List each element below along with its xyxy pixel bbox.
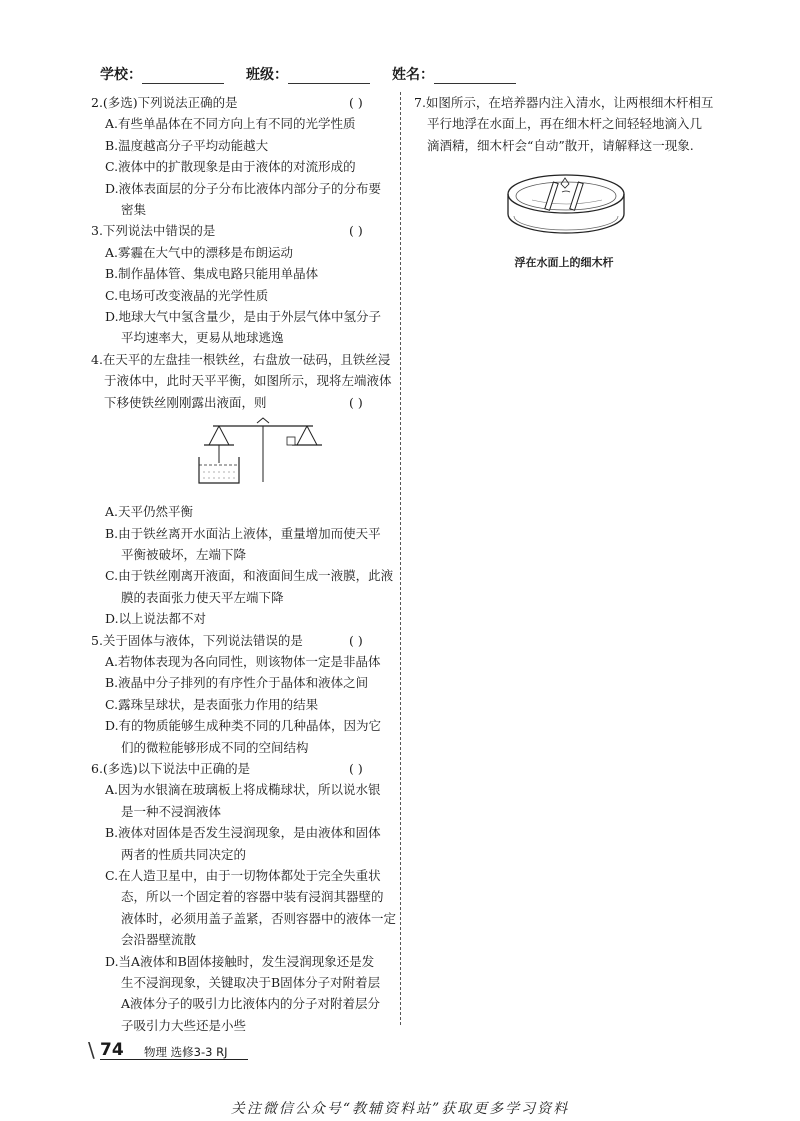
question-stem-line	[91, 392, 391, 413]
option-line: B.液体对固体是否发生浸润现象，是由液体和固体	[105, 825, 381, 841]
question-stem-text: 4.在天平的左盘挂一根铁丝，右盘放一砝码，且铁丝浸	[91, 351, 391, 367]
option-continuation: 平衡被破坏，左端下降	[121, 546, 247, 562]
school-field	[100, 64, 224, 84]
option-continuation: 膜的表面张力使天平左端下降	[121, 589, 284, 605]
school-blank	[142, 69, 224, 84]
class-field	[246, 64, 370, 84]
option-line: A.有些单晶体在不同方向上有不同的光学性质	[105, 116, 356, 132]
promo-note: 关注微信公众号“教辅资料站”获取更多学习资料	[230, 1101, 570, 1117]
question-stem-text: 5.关于固体与液体，下列说法错误的是	[91, 632, 303, 648]
option-continuation: 平均速率大，更易从地球逃逸	[121, 330, 284, 346]
option-line: D.当A液体和B固体接触时，发生浸润现象还是发	[105, 953, 375, 969]
option-line: C.电场可改变液晶的光学性质	[105, 287, 269, 303]
option-continuation: 两者的性质共同决定的	[121, 846, 247, 862]
option-line: A.因为水银滴在玻璃板上将成椭球状，所以说水银	[105, 782, 381, 798]
answer-paren: ( )	[349, 95, 363, 110]
option-line: D.地球大气中氢含量少，是由于外层气体中氢分子	[105, 309, 382, 325]
question-2	[91, 92, 391, 220]
option-continuation: 会沿器壁流散	[121, 932, 197, 948]
question-stem-line	[91, 92, 391, 113]
option-line: D.有的物质能够生成种类不同的几种晶体，因为它	[105, 718, 382, 734]
figure-caption: 浮在水面上的细木杆	[514, 256, 614, 270]
question-stem-line: 平行地浮在水面上，再在细木杆之间轻轻地滴入几	[427, 116, 703, 132]
option-line: C.液体中的扩散现象是由于液体的对流形成的	[105, 159, 356, 175]
question-stem-line	[91, 220, 391, 241]
option-line: B.温度越高分子平均动能越大	[105, 137, 269, 153]
question-4	[91, 349, 394, 630]
option-continuation: 们的微粒能够形成不同的空间结构	[121, 739, 309, 755]
question-3	[91, 220, 391, 348]
option-continuation: A液体分子的吸引力比液体内的分子对附着层分	[121, 996, 381, 1012]
question-stem-line	[91, 349, 391, 370]
answer-paren: ( )	[349, 394, 363, 410]
question-stem-line: 滴酒精，细木杆会“自动”散开，请解释这一现象.	[427, 137, 694, 153]
question-stem-text: 下移使铁丝刚刚露出液面，则	[104, 394, 267, 410]
page-footer	[88, 1040, 708, 1062]
option-line: C.在人造卫星中，由于一切物体都处于完全失重状	[105, 868, 381, 883]
name-blank	[434, 69, 516, 84]
answer-paren: ( )	[349, 223, 363, 239]
right-column	[414, 92, 714, 270]
option-line: C.露珠呈球状，是表面张力作用的结果	[105, 696, 319, 712]
option-line: B.制作晶体管、集成电路只能用单晶体	[105, 266, 319, 282]
option-line: B.由于铁丝离开水面沾上液体，重量增加而使天平	[105, 525, 381, 541]
option-continuation: 是一种不浸润液体	[121, 803, 222, 819]
question-stem-text: 3.下列说法中错误的是	[91, 223, 216, 239]
footer-slash-mark: \	[88, 1038, 95, 1062]
option-line: A.若物体表现为各向同性，则该物体一定是非晶体	[105, 653, 381, 669]
question-stem-line	[91, 630, 391, 651]
left-column	[91, 92, 397, 1036]
question-5	[91, 630, 391, 758]
balance-drawing	[91, 417, 391, 487]
footer-rule	[100, 1059, 248, 1060]
answer-paren: ( )	[349, 632, 363, 648]
class-label: 班级：	[246, 67, 288, 83]
option-line: D.液体表面层的分子分布比液体内部分子的分布要	[105, 180, 382, 196]
name-label: 姓名：	[392, 67, 434, 83]
petri-dish-drawing	[414, 164, 714, 244]
option-line: C.由于铁丝刚离开液面，和液面间生成一液膜，此液	[105, 568, 394, 584]
answer-paren: ( )	[349, 760, 363, 776]
option-continuation: 态，所以一个固定着的容器中装有浸润其器壁的	[121, 889, 384, 905]
school-label: 学校：	[100, 67, 142, 83]
question-6	[91, 758, 397, 1036]
option-continuation: 子吸引力大些还是小些	[121, 1017, 247, 1033]
option-line: A.雾霾在大气中的漂移是布朗运动	[105, 244, 294, 260]
option-continuation: 生不浸润现象，关键取决于B固体分子对附着层	[121, 975, 381, 991]
question-stem-line: 7.如图所示，在培养器内注入清水，让两根细木杆相互	[414, 95, 714, 110]
balance-figure	[91, 417, 391, 491]
question-stem-text: 于液体中，此时天平平衡，如图所示，现将左端液体	[104, 373, 392, 389]
column-divider	[400, 92, 401, 1025]
student-info-header	[100, 64, 700, 86]
option-continuation: 密集	[121, 202, 147, 218]
question-stem-line	[91, 370, 391, 391]
question-stem-text: 6.(多选)以下说法中正确的是	[91, 760, 251, 776]
question-stem-text: 2.(多选)下列说法正确的是	[91, 95, 238, 110]
class-blank	[288, 69, 370, 84]
option-line: D.以上说法都不对	[105, 611, 207, 627]
page-number: 74	[100, 1040, 124, 1060]
question-7	[414, 92, 714, 156]
subject-label: 物理 选修3-3 RJ	[144, 1045, 228, 1059]
petri-dish-figure	[414, 164, 714, 270]
option-line: A.天平仍然平衡	[105, 504, 194, 520]
question-stem-line	[91, 758, 391, 779]
option-continuation: 液体时，必须用盖子盖紧，否则容器中的液体一定	[121, 910, 397, 926]
name-field	[392, 64, 516, 84]
option-line: B.液晶中分子排列的有序性介于晶体和液体之间	[105, 675, 369, 691]
